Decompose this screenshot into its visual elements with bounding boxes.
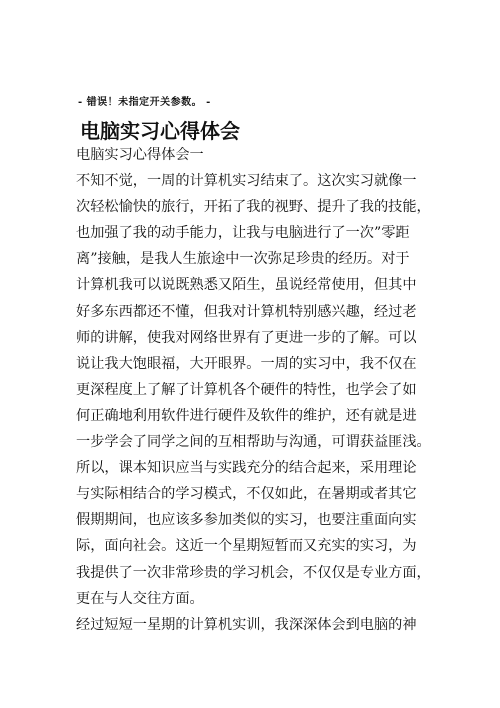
body-line: 次轻松愉快的旅行，开拓了我的视野、提升了我的技能， [76,199,431,216]
body-line: 假期期间，也应该多参加类似的实习，也要注重面向实 [76,512,417,529]
body-line: 际，面向社会。这近一个星期短暂而又充实的实习，为 [76,538,417,555]
body-line: 也加强了我的动手能力，让我与电脑进行了一次”零距 [76,225,410,242]
body-line: 与实际相结合的学习模式，不仅如此，在暑期或者其它 [76,486,417,503]
document-title: 电脑实习心得体会 [80,119,240,143]
error-header-text: - 错误！未指定开关参数。 - [78,97,211,108]
body-line: 计算机我可以说既熟悉又陌生，虽说经常使用，但其中 [76,277,417,294]
body-line: 好多东西都还不懂，但我对计算机特别感兴趣，经过老 [76,303,417,320]
body-line: 经过短短一星期的计算机实训，我深深体会到电脑的神 [76,616,417,633]
body-line: 所以，课本知识应当与实践充分的结合起来，采用理论 [76,460,417,477]
body-line: 我提供了一次非常珍贵的学习机会，不仅仅是专业方面， [76,564,431,581]
body-line: 一步学会了同学之间的互相帮助与沟通，可谓获益匪浅。 [76,434,431,451]
body-line: 师的讲解，使我对网络世界有了更进一步的了解。可以 [76,329,417,346]
body-line: 更深程度上了解了计算机各个硬件的特性，也学会了如 [76,381,417,398]
body-line: 何正确地利用软件进行硬件及软件的维护，还有就是进 [76,407,417,424]
document-body [76,142,436,638]
document-subtitle: 电脑实习心得体会一 [76,147,204,163]
body-line: 更在与人交往方面。 [76,590,204,607]
body-line: 不知不觉，一周的计算机实习结束了。这次实习就像一 [76,173,417,190]
body-line: 说让我大饱眼福，大开眼界。一周的实习中，我不仅在 [76,355,417,372]
body-line: 离”接触，是我人生旅途中一次弥足珍贵的经历。对于 [76,251,410,268]
